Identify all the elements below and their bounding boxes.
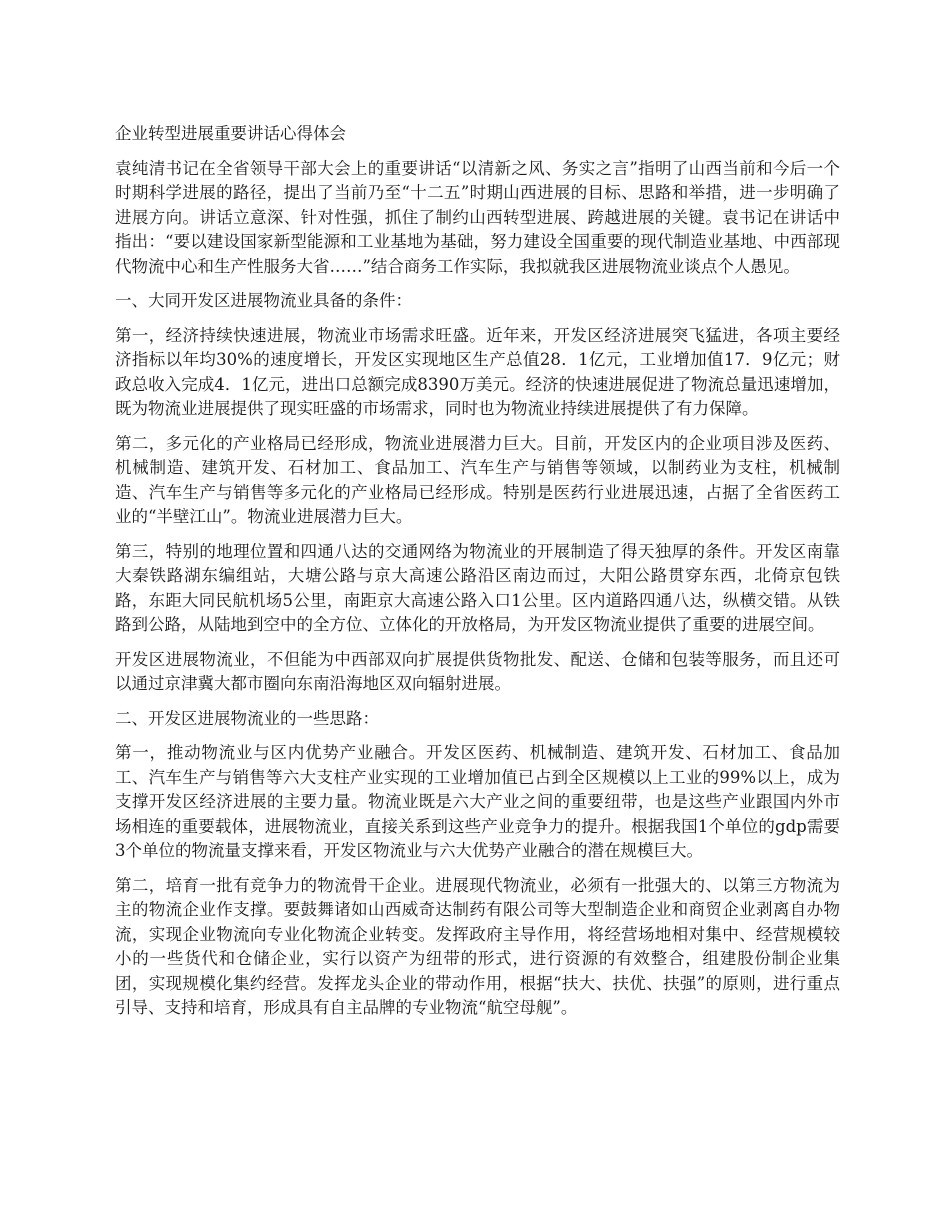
paragraph-idea-2: 第二，培育一批有竞争力的物流骨干企业。进展现代物流业，必须有一批强大的、以第三方物流为主的物流企业作支撑。要鼓舞诸如山西威奇达制药有限公司等大型制造企业和商贸企业剥离自办物流，实现企业物流向专业化物流企业转变。发挥政府主导作用，将经营场地相对集中、经营规模较小的一些货代和仓储企业，实行以资产为纽带的形式，进行资源的有效整合，组建股份制企业集团，实现规模化集约经营。发挥龙头企业的带动作用，根据“扶大、扶优、扶强”的原则，进行重点引导、支持和培育，形成具有自主品牌的专业物流“航空母舰”。 [115,875,840,1017]
paragraph-idea-1: 第一，推动物流业与区内优势产业融合。开发区医药、机械制造、建筑开发、石材加工、食品加工、汽车生产与销售等六大支柱产业实现的工业增加值已占到全区规模以上工业的99%以上，成为支撑开发区经济进展的主要力量。物流业既是六大产业之间的重要纽带，也是这些产业跟国内外市场相连的重要载体，进展物流业，直接关系到这些产业竞争力的提升。根据我国1个单位的gdp需要3个单位的物流量支撑来看，开发区物流业与六大优势产业融合的潜在规模巨大。 [115,743,840,860]
paragraph-summary: 开发区进展物流业，不但能为中西部双向扩展提供货物批发、配送、仓储和包装等服务，而且还可以通过京津冀大都市圈向东南沿海地区双向辐射进展。 [115,649,840,693]
document-title: 企业转型进展重要讲话心得体会 [115,124,346,143]
paragraph-condition-1: 第一，经济持续快速进展，物流业市场需求旺盛。近年来，开发区经济进展突飞猛进，各项主要经济指标以年均30%的速度增长，开发区实现地区生产总值28．1亿元，工业增加值17．9亿元；财政总收入完成4．1亿元，进出口总额完成8390万美元。经济的快速进展促进了物流总量迅速增加，既为物流业进展提供了现实旺盛的市场需求，同时也为物流业持续进展提供了有力保障。 [115,325,840,418]
paragraph-condition-2: 第二，多元化的产业格局已经形成，物流业进展潜力巨大。目前，开发区内的企业项目涉及医药、机械制造、建筑开发、石材加工、食品加工、汽车生产与销售等领域，以制药业为支柱，机械制造、汽车生产与销售等多元化的产业格局已经形成。特别是医药行业进展迅速，占据了全省医药工业的“半壁江山”。物流业进展潜力巨大。 [115,433,840,526]
section-heading-ideas: 二、开发区进展物流业的一些思路： [115,708,379,728]
paragraph-condition-3: 第三，特别的地理位置和四通八达的交通网络为物流业的开展制造了得天独厚的条件。开发区南靠大秦铁路湖东编组站，大塘公路与京大高速公路沿区南边而过，大阳公路贯穿东西，北倚京包铁路，东距大同民航机场5公里，南距京大高速公路入口1公里。区内道路四通八达，纵横交错。从铁路到公路，从陆地到空中的全方位、立体化的开放格局，为开发区物流业提供了重要的进展空间。 [115,541,840,634]
section-heading-conditions: 一、大同开发区进展物流业具备的条件： [115,291,412,310]
document-page [115,122,840,1031]
paragraph-intro: 袁纯清书记在全省领导干部大会上的重要讲话“以清新之风、务实之言”指明了山西当前和今后一个时期科学进展的路径，提出了当前乃至“十二五”时期山西进展的目标、思路和举措，进一步明确了进展方向。讲话立意深、针对性强，抓住了制约山西转型进展、跨越进展的关键。袁书记在讲话中指出：“要以建设国家新型能源和工业基地为基础，努力建设全国重要的现代制造业基地、中西部现代物流中心和生产性服务大省……”结合商务工作实际，我拟就我区进展物流业谈点个人愚见。 [115,158,840,276]
